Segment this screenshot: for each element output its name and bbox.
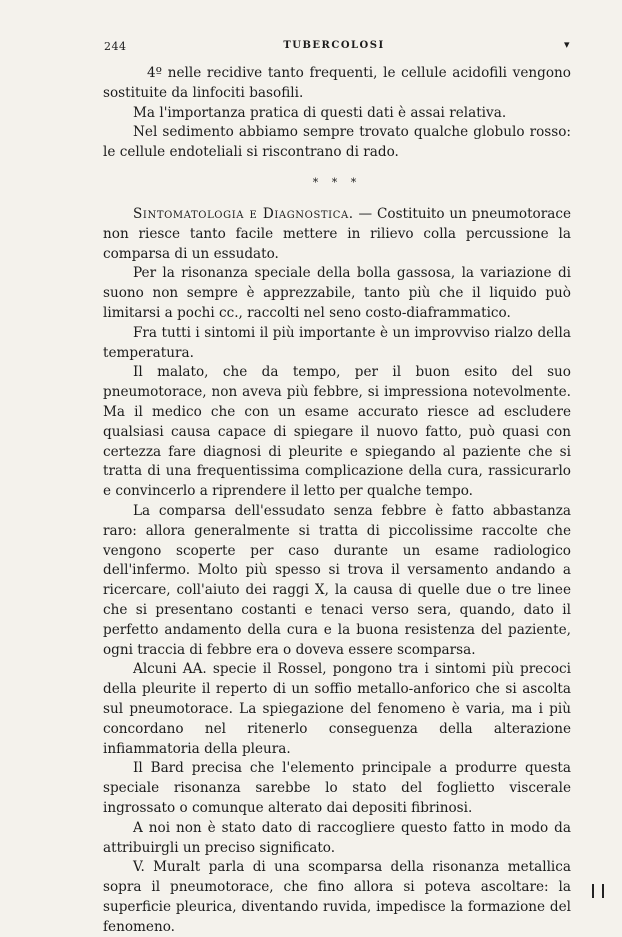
paragraph: Alcuni AA. specie il Rossel, pongono tra i sintomi più precoci della pleurite il reperto di un soffio metallo-anforico che si ascolta sul pneumotorace. La spiegazione del fenomeno è varia, ma i più concordano nel ritenerlo conseguenza della alterazione infiammatoria della pleura. (103, 661, 571, 757)
paragraph: A noi non è stato dato di raccogliere questo fatto in modo da attribuirgli un preciso significato. (103, 819, 571, 856)
paragraph: Ma l'importanza pratica di questi dati è assai relativa. (133, 104, 507, 121)
section-intro-text: — Costituito un pneumotorace non riesce tanto facile mettere in rilievo colla percussione la comparsa di un essudato. (103, 206, 571, 262)
page-edge-mark (592, 884, 604, 898)
paragraph: La comparsa dell'essudato senza febbre è fatto abbastanza raro: allora generalmente si tratta di piccolissime raccolte che vengono scoperte per caso durante un esame radiologico dell'infermo. Molto più spesso si trova il versamento andando a ricercare, coll'aiuto dei raggi X, la causa di quelle due o tre linee che si presentano costanti e tenaci verso sera, quando, dato il perfetto andamento della cura e la buona resistenza del paziente, ogni traccia di febbre era o doveva essere scomparsa. (103, 502, 571, 658)
page-header (104, 40, 564, 58)
paragraph: Per la risonanza speciale della bolla gassosa, la variazione di suono non sempre è apprezzabile, tanto più che il liquido può limitarsi a pochi cc., raccolti nel seno costo-diaframmatico. (103, 265, 571, 321)
paragraph: Il Bard precisa che l'elemento principale a produrre questa speciale risonanza sarebbe lo stato del foglietto viscerale ingrossato o comunque alterato dai depositi fibrinosi. (103, 760, 571, 816)
paragraph: Fra tutti i sintomi il più importante è un improvviso rialzo della temperatura. (103, 324, 571, 361)
section-heading: Sintomatologia e Diagnostica. (133, 206, 354, 222)
paragraph: Il malato, che da tempo, per il buon esito del suo pneumotorace, non aveva più febbre, si impressiona notevolmente. Ma il medico che con un esame accurato riesce ad escludere qualsiasi causa capace di spiegare il nuovo fatto, può quasi con certezza fare diagnosi di pleurite e spiegando al paziente che si tratta di una frequentissima complicazione della cura, rassicurarlo e convincerlo a riprendere il letto per qualche tempo. (103, 364, 571, 500)
page-number: 244 (104, 40, 127, 53)
section-text-block (103, 205, 571, 937)
section-intro (103, 205, 571, 264)
paragraph: 4º nelle recidive tanto frequenti, le cellule acidofili vengono sostituite da linfociti basofili. (103, 65, 571, 101)
corner-mark: ▾ (564, 38, 570, 51)
section-separator: * * * (312, 176, 362, 189)
running-title: TUBERCOLOSI (283, 40, 385, 51)
paragraph: Nel sedimento abbiamo sempre trovato qualche globulo rosso: le cellule endoteliali si riscontrano di rado. (103, 124, 571, 161)
paragraph: V. Muralt parla di una scomparsa della risonanza metallica sopra il pneumotorace, che fino allora si poteva ascoltare: la superficie pleurica, diventando ruvida, impedisce la formazione del fenomeno. (103, 859, 571, 935)
top-text-block (103, 64, 571, 163)
